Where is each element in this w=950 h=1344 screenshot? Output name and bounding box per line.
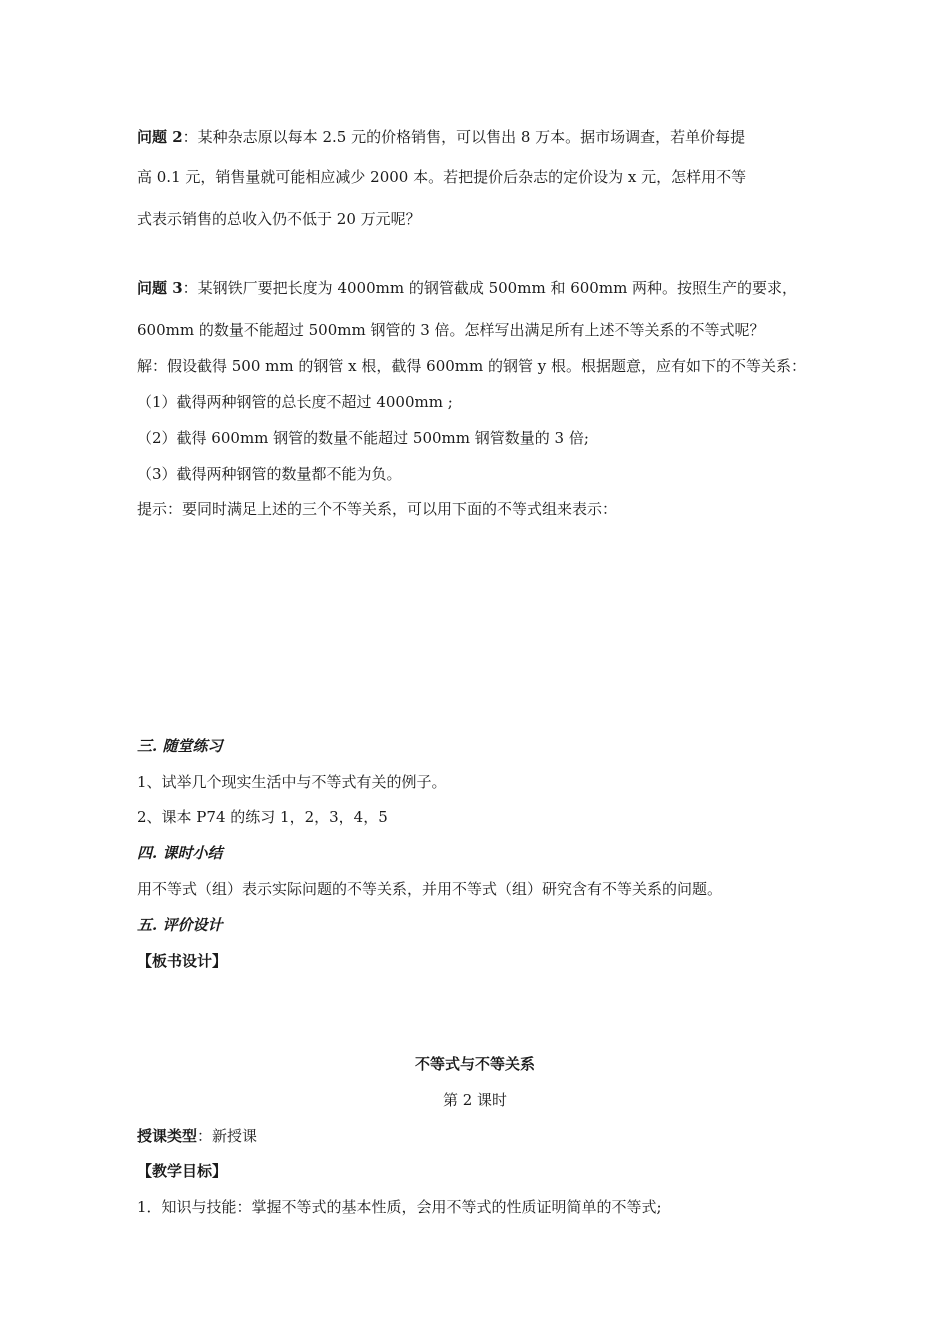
lesson-title: 不等式与不等关系 (414, 1055, 535, 1073)
problem3-label: 问题 3 (137, 279, 183, 297)
section3-title: 三. 随堂练习 (137, 737, 223, 755)
section5-title: 五. 评价设计 (137, 916, 223, 934)
lesson-subtitle: 第 2 课时 (442, 1091, 508, 1109)
problem3-item1: （1）截得两种钢管的总长度不超过 4000mm ; (137, 393, 453, 411)
lesson-type (137, 1126, 257, 1146)
problem3-hint: 提示：要同时满足上述的三个不等关系，可以用下面的不等式组来表示： (137, 500, 618, 518)
section4-text: 用不等式（组）表示实际问题的不等关系，并用不等式（组）研究含有不等关系的问题。 (137, 880, 723, 898)
problem3-line1 (137, 278, 797, 298)
problem3-solution: 解：假设截得 500 mm 的钢管 x 根，截得 600mm 的钢管 y 根。根据题意，应有如下的不等关系： (137, 357, 807, 375)
problem2-label: 问题 2 (137, 128, 183, 146)
problem2-line3: 式表示销售的总收入仍不低于 20 万元呢？ (137, 210, 421, 228)
teaching-goals-heading: 【教学目标】 (137, 1162, 228, 1180)
section3-item2: 2、课本 P74 的练习 1，2，3，4，5 (137, 808, 388, 826)
teaching-goal-1: 1．知识与技能：掌握不等式的基本性质，会用不等式的性质证明简单的不等式; (137, 1198, 662, 1216)
section3-item1: 1、试举几个现实生活中与不等式有关的例子。 (137, 773, 447, 791)
lesson-type-value: ：新授课 (197, 1127, 258, 1145)
problem2-line2: 高 0.1 元，销售量就可能相应减少 2000 本。若把提价后杂志的定价设为 x 元，怎样用不等 (137, 168, 747, 186)
problem3-text-1: ：某钢铁厂要把长度为 4000mm 的钢管截成 500mm 和 600mm 两种。按照生产的要求， (182, 279, 798, 297)
problem3-item2: （2）截得 600mm 钢管的数量不能超过 500mm 钢管数量的 3 倍; (137, 429, 589, 447)
problem3-line2: 600mm 的数量不能超过 500mm 钢管的 3 倍。怎样写出满足所有上述不等关系的不等式呢？ (137, 321, 765, 339)
lesson-type-label: 授课类型 (137, 1127, 198, 1145)
problem2-text-1: ：某种杂志原以每本 2.5 元的价格销售，可以售出 8 万本。据市场调查，若单价每提 (182, 128, 746, 146)
board-design-heading: 【板书设计】 (137, 952, 228, 970)
problem3-item3: （3）截得两种钢管的数量都不能为负。 (137, 465, 402, 483)
problem2-line1 (137, 127, 745, 147)
section4-title: 四. 课时小结 (137, 844, 223, 862)
